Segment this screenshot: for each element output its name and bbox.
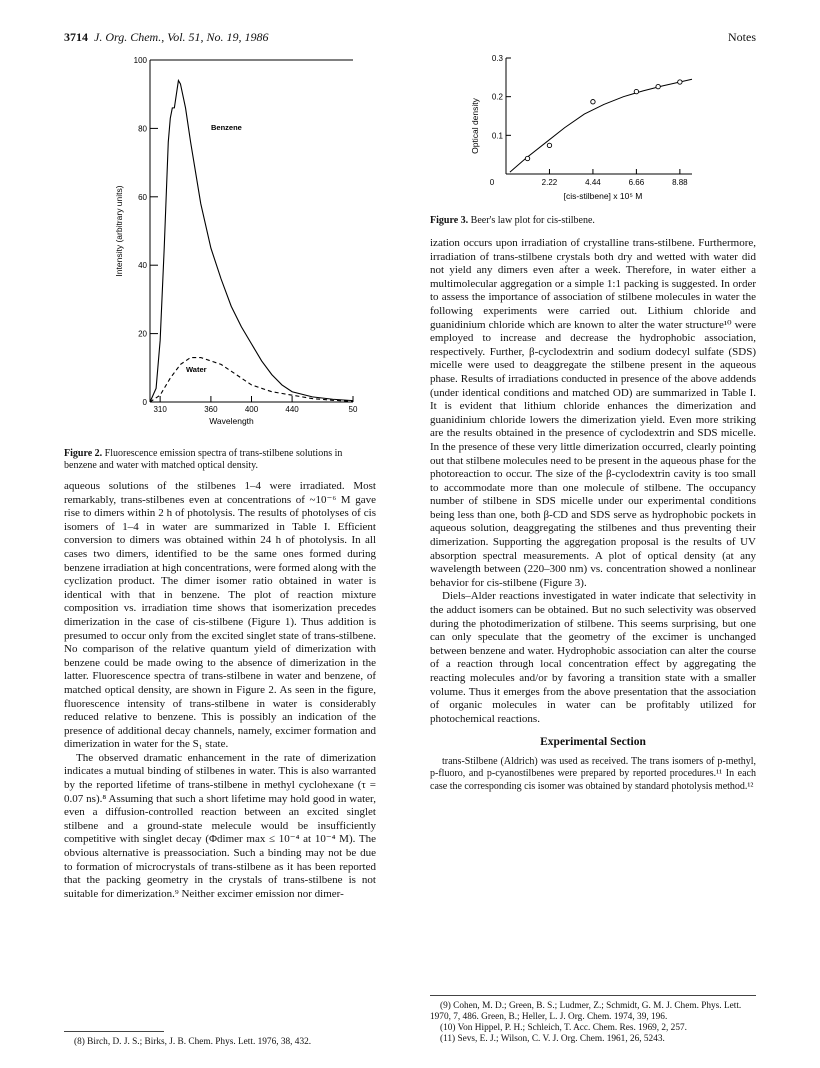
fit-curve	[510, 79, 692, 172]
x-tick-label: 360	[204, 405, 218, 414]
paragraph: Diels–Alder reactions investigated in water indicate that selectivity in the adduct isomers can be obtained. But no such selectivity was observed during the photodimerization of stilbene. This seems surprising, but one can only speculate that the geometry of the excimer is unchanged between benzene and water. Hydrophobic association can alter the course of a reaction through local concentration effect by aggregating the reacting molecules and/or by favoring a transition state with a smaller volume. Thus it emerges from the above presentation that the association of organic molecules in water can be profitably utilized for photochemical reactions.	[430, 590, 756, 725]
y-tick-label: 0.2	[491, 92, 503, 102]
x-tick-label: 2.22	[541, 178, 558, 187]
section-name: Notes	[728, 30, 756, 44]
footnote: (10) Von Hippel, P. H.; Schleich, T. Acc. Chem. Res. 1969, 2, 257.	[440, 1023, 687, 1033]
series-line-water	[150, 358, 353, 402]
journal-citation: J. Org. Chem., Vol. 51, No. 19, 1986	[94, 30, 269, 44]
footnotes-left	[64, 1037, 376, 1048]
paragraph: ization occurs upon irradiation of crystalline trans-stilbene. Furthermore, irradiation of trans-stilbene crystals both dry and wetted with water did not yield any dimers even after a week. Therefore, in water either a multimolecular aggregation or a simple 1:1 packing is suggested. In order to assess the importance of association of stilbene molecules in water the following experiments were carried out. Lithium chloride and guanidinium chloride which are known to alter the water structure¹⁰ were employed to increase and decrease the hydrophobic association, respectively. Further, β-cyclodextrin and sodium dodecyl sulfate (SDS) micelle were used to deaggregate the stilbene present in the aqueous phase. Results of irradiations conducted in presence of the above addends (under identical conditions and matched OD) are summarized in Table I. It is evident that lithium chloride enhances the dimerization and guanidinium chloride lowers the dimerization yield. Even more striking are the results obtained in the presence of cyclodextrin and SDS micelle. In the presence of these very little dimerization occurred, clearly pointing out that stilbene molecules need to be present in the aqueous phase for the photoreaction to occur. The size of the β-cyclodextrin cavity is too small to accommodate more than one molecule of stilbene. The occupancy number of stilbene in SDS micelle under our experimental conditions being less than one, both β-CD and SDS serve as hydrophobic pockets in aqueous solution, deaggregating the stilbenes and thus preventing their dimerization. Supporting the aggregation proposal is the results of UV absorption spectral measurements. A plot of optical density (at any wavelength between (220–300 nm) vs. concentration showed a nonlinear behavior for cis-stilbene (Figure 3).	[430, 237, 756, 589]
y-tick-label: 20	[138, 329, 147, 339]
paragraph: trans-Stilbene (Aldrich) was used as received. The trans isomers of p-methyl, p-fluoro, and p-cyanostilbenes were prepared by reported procedures.¹¹ In each case the corresponding cis isomer was obtained by standard photolysis method.¹²	[430, 755, 756, 792]
x-axis-title: Wavelength	[209, 416, 254, 426]
x-tick-label: 6.66	[628, 178, 645, 187]
left-column-text	[64, 480, 376, 901]
data-point	[678, 80, 682, 84]
paragraph: The observed dramatic enhancement in the rate of dimerization indicates a mutual binding of stilbenes in water. This is also warranted by the reported lifetime of trans-stilbene in methyl cyclohexane (τ = 0.07 ns).⁸ Assuming that such a short lifetime may hold good in water, even a diffusion-controlled reaction between an excited singlet stilbene and a ground-state melecule would be insufficiently competitive with singlet decay (Φdimer max ≤ 10⁻⁴ at 10⁻⁴ M). The obvious alternative is preassociation. Such a binding may not be due to formation of microcrystals of trans-stilbene as it has been reported that the packing geometry in the crystals of trans-stilbene is not suitable for dimerization.⁹ Neither excimer emission nor dimer-	[64, 751, 376, 900]
y-axis-title: Optical density	[470, 98, 480, 154]
figure-3-caption: Figure 3. Beer's law plot for cis-stilbene.	[430, 215, 595, 226]
x-tick-label: 0	[489, 178, 495, 187]
footnote: (11) Sevs, E. J.; Wilson, C. V. J. Org. Chem. 1961, 26, 5243.	[440, 1034, 665, 1044]
x-tick-label: 400	[244, 405, 259, 414]
footnote-rule	[430, 995, 756, 996]
y-axis-title: Intensity (arbitrary units)	[114, 185, 124, 277]
page-number: 3714	[64, 30, 88, 44]
x-axis-title: [cis-stilbene] x 10⁵ M	[563, 191, 643, 201]
x-tick-label: 8.88	[672, 178, 688, 187]
y-tick-label: 0.3	[491, 54, 503, 63]
x-tick-label: 4.44	[585, 178, 601, 187]
data-point	[525, 156, 529, 160]
paragraph: aqueous solutions of the stilbenes 1–4 were irradiated. Most remarkably, trans-stilbenes even at concentrations of ~10⁻⁶ M gave rise to dimers within 2 h of photolysis. The results of photolyses of cis isomers of 1–4 in water are summarized in Table I. Efficient conversion to dimers was obtained within 24 h of photolysis. In all cases two dimers, identified to be the same ones formed during benzene irradiation at high concentrations, were formed along with the cyclization product. The dimer isomer ratio obtained in water is identical with that in benzene. The plot of reaction mixture composition vs. irradiation time shows that isomerization precedes dimerization in the case of cis-stilbene (Figure 1). Thus addition is presumed to occur only from the excited singlet state of trans-stilbene. No comparison of the relative quantum yield of dimerization with benzene could be made owing to the absence of dimerization in the latter. Fluorescence spectra of trans-stilbene in water and benzene, of matched optical density, are shown in Figure 2. As seen in the figure, fluorescence intensity of trans-stilbene in water is considerably reduced relative to benzene. This is possibly an indication of the presence of additional decay channels, namely, excimer formation and dimerization in water for the S₁ state.	[64, 480, 376, 751]
footnote: (9) Cohen, M. D.; Green, B. S.; Ludmer, Z.; Schmidt, G. M. J. Chem. Phys. Lett. 1970, 7, 486. Green, B.; Heller, L. J. Org. Chem. 1974, 39, 196.	[430, 1001, 742, 1022]
y-tick-label: 40	[138, 261, 147, 271]
legend-benzene-label: Benzene	[211, 123, 242, 132]
right-column-text	[430, 237, 756, 793]
footnotes-right	[430, 1001, 756, 1045]
y-tick-label: 100	[133, 56, 147, 65]
figure-2-chart	[108, 50, 368, 440]
x-tick-label: 310	[153, 405, 167, 414]
y-tick-label: 80	[138, 124, 147, 134]
running-header	[64, 30, 269, 45]
y-tick-label: 0.1	[491, 131, 503, 141]
footnote-rule	[64, 1031, 164, 1032]
footnote: (8) Birch, D. J. S.; Birks, J. B. Chem. Phys. Lett. 1976, 38, 432.	[74, 1037, 312, 1047]
figure-3-chart	[462, 50, 702, 210]
data-point	[656, 84, 660, 88]
x-tick-label: 50	[348, 405, 358, 414]
y-tick-label: 60	[138, 192, 147, 202]
series-line-benzene	[150, 81, 353, 402]
data-point	[591, 99, 595, 103]
data-point	[634, 89, 638, 93]
data-point	[547, 143, 551, 147]
x-tick-label: 440	[285, 405, 299, 414]
legend-water-label: Water	[186, 365, 207, 374]
y-tick-label: 0	[142, 398, 147, 407]
experimental-section-title: Experimental Section	[540, 736, 646, 749]
figure-2-caption: Figure 2. Fluorescence emission spectra of trans-stilbene solutions in benzene and water with matched optical density.	[64, 448, 343, 471]
